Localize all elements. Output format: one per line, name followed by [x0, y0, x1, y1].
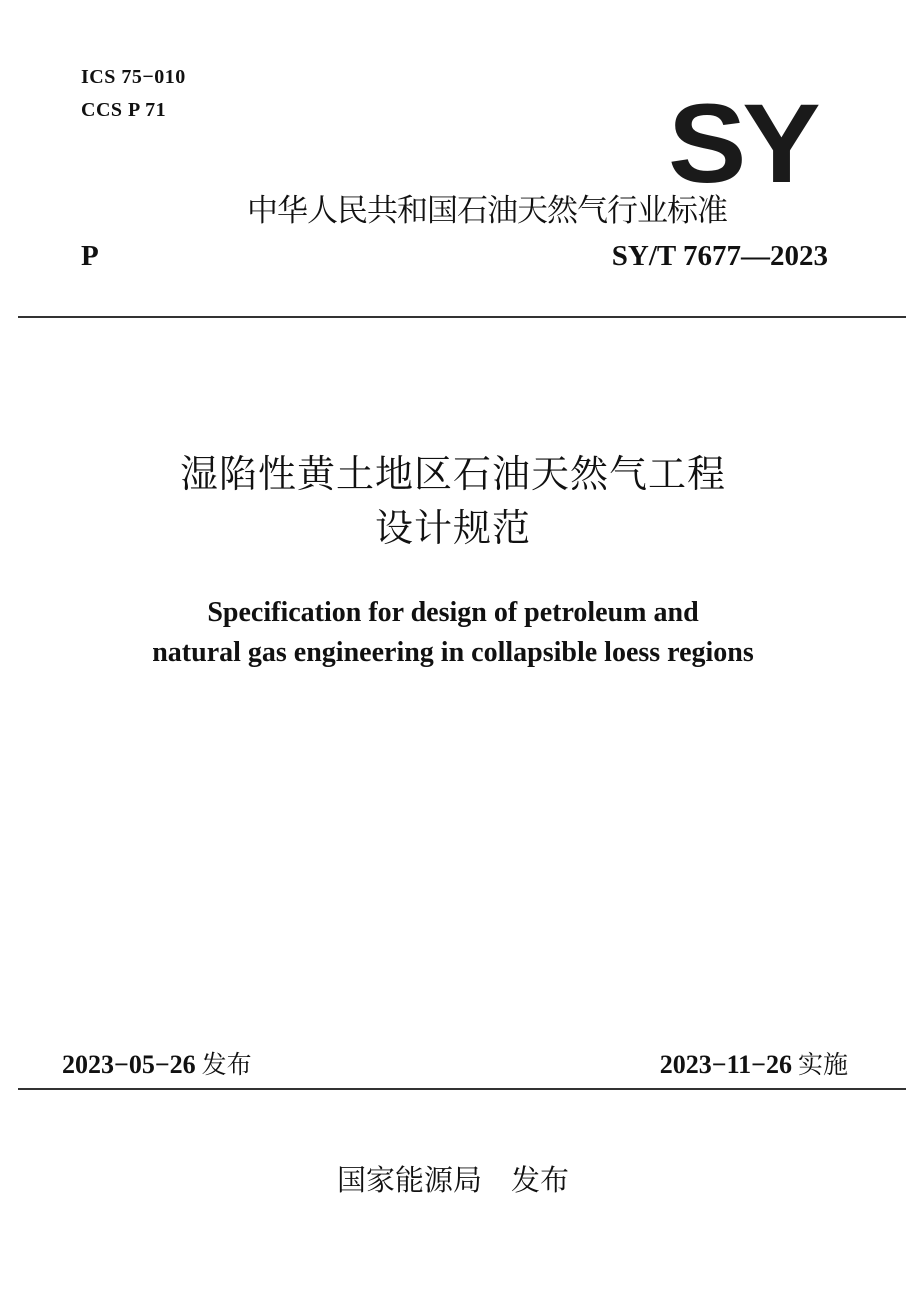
- top-divider: [18, 316, 906, 318]
- publish-label: 发布: [201, 1050, 252, 1079]
- chinese-title-line-1: 湿陷性黄土地区石油天然气工程: [179, 452, 726, 496]
- ccs-code: CCS P 71: [81, 99, 167, 121]
- ics-code: ICS 75−010: [81, 66, 186, 88]
- publish-date-block: [62, 1045, 252, 1081]
- implement-date: 2023−11−26: [659, 1050, 792, 1079]
- sy-logo: SY: [668, 81, 817, 206]
- standard-number: SY/T 7677—2023: [611, 240, 828, 272]
- industry-standard-title: 中华人民共和国石油天然气行业标准: [247, 193, 727, 229]
- chinese-title-line-2: 设计规范: [374, 506, 531, 550]
- bottom-divider: [18, 1088, 906, 1090]
- english-title-line-1: Specification for design of petroleum and: [207, 597, 699, 628]
- publish-date: 2023−05−26: [62, 1050, 196, 1079]
- english-title-line-2: natural gas engineering in collapsible loess regions: [152, 637, 754, 668]
- implement-date-block: [660, 1045, 848, 1081]
- category-code: P: [81, 240, 99, 272]
- implement-label: 实施: [797, 1050, 848, 1079]
- issuer: 国家能源局 发布: [336, 1163, 569, 1197]
